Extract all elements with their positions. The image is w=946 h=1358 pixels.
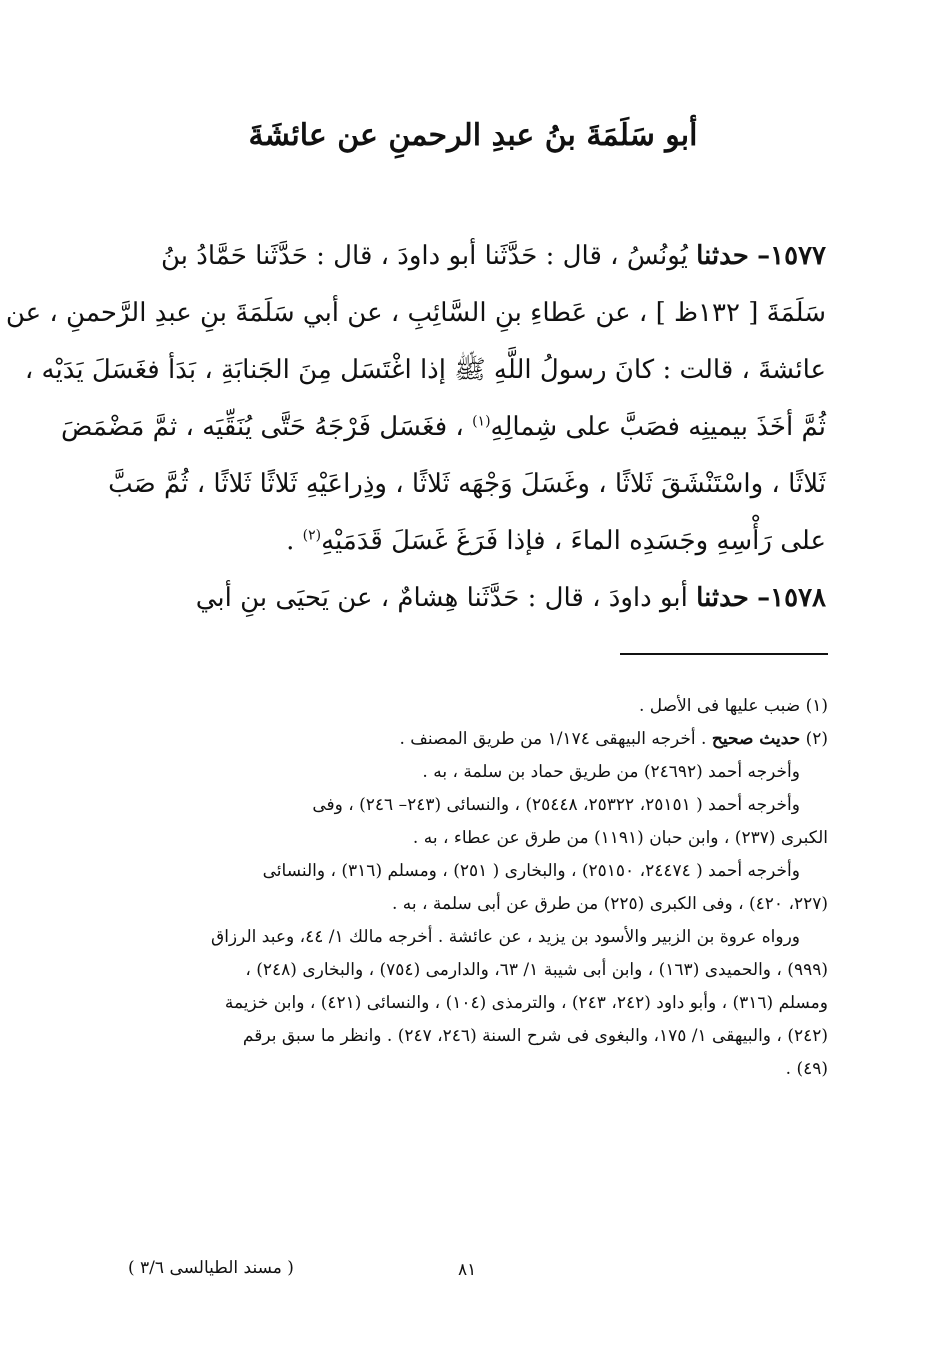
hadith-text: يُونُسُ ، قال : حَدَّثَنا أبو داودَ ، قال : حَدَّثَنا حَمَّادُ بنُ xyxy=(160,241,688,271)
footnote-2 xyxy=(112,723,828,756)
page-number: ٨١ xyxy=(458,1260,477,1280)
hadith-text: ، فغَسَل فَرْجَهُ حَتَّى يُنَقِّيَه ، ثمَّ مَضْمَضَ xyxy=(61,412,464,442)
hadith-line xyxy=(118,228,826,285)
footnotes xyxy=(112,690,828,1086)
hadith-text: ثُمَّ أخَذَ بيمينِه فصَبَّ على شِمالِهِ xyxy=(490,412,826,442)
footnote-line: ومسلم (٣١٦) ، وأبو داود (٢٤٢، ٢٤٣) ، والترمذى (١٠٤) ، والنسائى (٤٢١) ، وابن خزيمة xyxy=(224,993,828,1013)
hadith-line xyxy=(118,570,826,627)
hadith-1577 xyxy=(5,228,826,570)
hadith-text: على رَأْسِهِ وجَسَدِه الماءَ ، فإذا فَرَغَ غَسَلَ قَدَمَيْهِ xyxy=(321,526,826,556)
hadith-line xyxy=(61,399,826,456)
hadith-text: أبو داودَ ، قال : حَدَّثَنا هِشامٌ ، عن يَحيَى بنِ أبي xyxy=(195,583,688,613)
footnote-line: الكبرى (٢٣٧) ، وابن حبان (١١٩١) من طرق عن عطاء ، به . xyxy=(412,828,828,848)
footnote-line: ورواه عروة بن الزبير والأسود بن يزيد ، عن عائشة . أخرجه مالك ١/ ٤٤، وعبد الرزاق xyxy=(211,927,800,947)
footnote-line: وأخرجه أحمد (٢٤٦٩٢) من طريق حماد بن سلمة ، به . xyxy=(422,762,800,782)
hadith-opening: حدثنا xyxy=(696,583,749,613)
footnote-line: وأخرجه أحمد ( ٢٤٤٧٤، ٢٥١٥٠) ، والبخارى ( ٢٥١) ، ومسلم (٣١٦) ، والنسائى xyxy=(262,861,800,881)
hadith-number: ١٥٧٧– xyxy=(757,241,826,271)
hadith-line xyxy=(118,513,826,570)
footnote-line: وأخرجه أحمد ( ٢٥١٥١، ٢٥٣٢٢، ٢٥٤٤٨) ، والنسائى (٢٤٣– ٢٤٦) ، وفى xyxy=(312,795,800,815)
book-reference: ( مسند الطيالسى ٣/٦ ) xyxy=(128,1258,294,1278)
hadith-1578 xyxy=(118,570,826,627)
footnote-divider xyxy=(620,653,828,655)
hadith-line: ثَلاثًا ، واسْتَنْشَقَ ثَلاثًا ، وغَسَلَ وَجْهَه ثَلاثًا ، وذِراعَيْهِ ثَلاثًا ثَلاثًا ، ثُمَّ صَبَّ xyxy=(108,469,826,499)
hadith-line: عائشةَ ، قالت : كانَ رسولُ اللَّهِ ﷺ إذا اغْتَسَل مِنَ الجَنابَةِ ، بَدَأ فغَسَلَ يَدَيْه ، xyxy=(24,355,826,385)
footnote-grade: حديث صحيح xyxy=(711,729,801,749)
hadith-text: . xyxy=(286,526,303,556)
footnote-line: (٢٢٧، ٤٢٠) ، وفى الكبرى (٢٢٥) من طرق عن أبى سلمة ، به . xyxy=(391,894,828,914)
hadith-opening: حدثنا xyxy=(696,241,749,271)
hadith-number: ١٥٧٨– xyxy=(757,583,826,613)
footnote-1: (١) ضبب عليها فى الأصل . xyxy=(638,696,828,716)
footnote-text: . أخرجه البيهقى ١/١٧٤ من طريق المصنف . xyxy=(399,729,707,749)
section-title: أبو سَلَمَةَ بنُ عبدِ الرحمنِ عن عائشَةَ xyxy=(248,118,698,153)
footnote-line: (٢٤٢) ، والبيهقى ١/ ١٧٥، والبغوى فى شرح السنة (٢٤٦، ٢٤٧) . وانظر ما سبق برقم xyxy=(242,1026,828,1046)
footnote-label: (٢) xyxy=(805,729,828,749)
footnote-ref[interactable]: (١) xyxy=(472,413,491,430)
footnote-ref[interactable]: (٢) xyxy=(302,527,322,544)
footnote-line: (٤٩) . xyxy=(785,1059,828,1079)
footnote-line: (٩٩٩) ، والحميدى (١٦٣) ، وابن أبى شيبة ١/ ٦٣، والدارمى (٧٥٤) ، والبخارى (٢٤٨) ، xyxy=(245,960,828,980)
hadith-line: سَلَمَةَ [ ١٣٢ظ ] ، عن عَطاءِ بنِ السَّائِبِ ، عن أبي سَلَمَةَ بنِ عبدِ الرَّحمنِ ، عن xyxy=(5,298,826,328)
